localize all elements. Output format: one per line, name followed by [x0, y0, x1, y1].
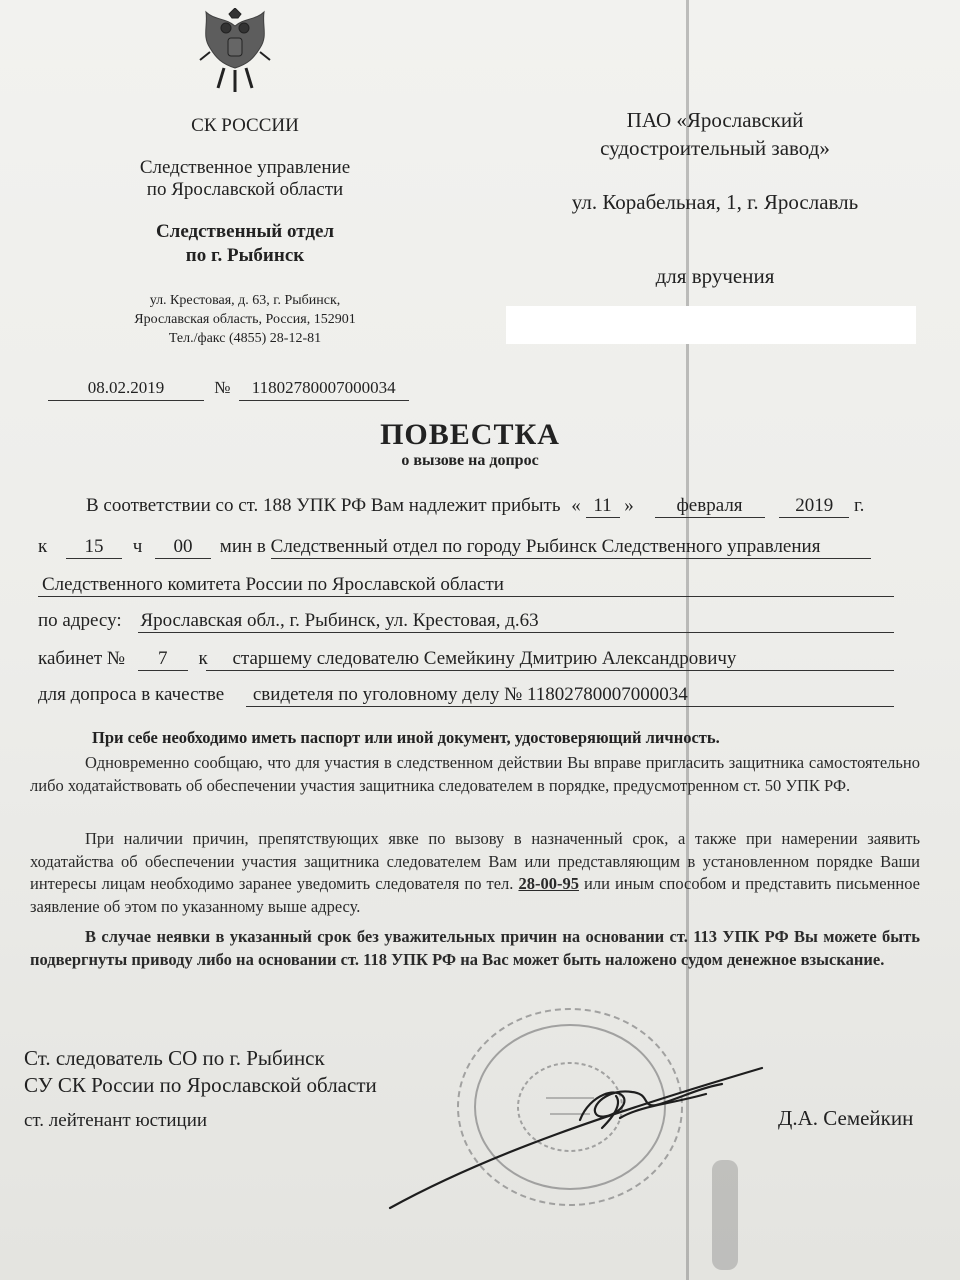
absence-notice-text-b: или иным способом и представить письменное заявление об этом по указанному выше адресу. — [30, 874, 921, 916]
document-date-and-number — [48, 378, 409, 401]
summons-place-line2: Следственного комитета России по Ярославской области — [42, 574, 504, 595]
document-title: ПОВЕСТКА — [380, 418, 560, 451]
summons-month: февраля — [655, 495, 765, 518]
address-underline — [138, 632, 894, 633]
summons-minute: 00 — [155, 536, 211, 559]
minute-label: мин в — [219, 536, 266, 557]
document-number: 11802780007000034 — [239, 378, 409, 401]
day-close-quote: » — [624, 495, 634, 516]
recipient-company-line1: ПАО «Ярославский — [626, 108, 804, 132]
document-subtitle: о вызове на допрос — [401, 452, 539, 469]
investigator-phone: 28-00-95 — [518, 874, 579, 893]
investigator-underline — [206, 670, 894, 671]
summons-place-line1: Следственный отдел по городу Рыбинск Следственного управления — [271, 536, 871, 559]
summons-address-line — [38, 610, 539, 632]
bring-documents-notice: При себе необходимо иметь паспорт или иной документ, удостоверяющий личность. — [92, 728, 720, 747]
investigator-to-label: к — [198, 648, 208, 669]
summons-room: 7 — [138, 648, 188, 671]
number-sign: № — [214, 378, 231, 397]
coat-of-arms-emblem — [196, 8, 274, 94]
warning-text: В случае неявки в указанный срок без уважительных причин на основании ст. 113 УПК РФ Вы можете быть подвергнуты приводу либо на основании ст. 118 УПК РФ на Вас может быть наложено судом денежное взыскание. — [30, 927, 920, 969]
handwritten-signature — [370, 1058, 790, 1228]
place-line2-underline — [38, 596, 894, 597]
summons-investigator: старшему следователю Семейкину Дмитрию Александровичу — [232, 648, 737, 669]
day-open-quote: « — [571, 495, 581, 516]
recipient-header — [540, 108, 890, 290]
summons-purpose: свидетеля по уголовному делу № 11802780007000034 — [252, 684, 688, 705]
document-date: 08.02.2019 — [48, 378, 204, 401]
signer-position-line2: СУ СК России по Ярославской области — [24, 1073, 377, 1097]
time-to-label: к — [38, 536, 48, 557]
summons-intro: В соответствии со ст. 188 УПК РФ Вам надлежит прибыть — [86, 495, 561, 516]
purpose-underline — [246, 706, 894, 707]
summons-year: 2019 — [779, 495, 849, 518]
summons-date-line — [86, 495, 864, 518]
summons-day: 11 — [586, 495, 620, 518]
hour-label: ч — [132, 536, 143, 557]
summons-purpose-line — [38, 684, 688, 706]
issuer-address-line2: Ярославская область, Россия, 152901 — [134, 312, 356, 327]
summons-room-line — [38, 648, 736, 671]
issuer-address-line1: ул. Крестовая, д. 63, г. Рыбинск, — [149, 293, 341, 308]
recipient-address: ул. Корабельная, 1, г. Ярославль — [571, 190, 859, 214]
delivery-label: для вручения — [655, 264, 775, 288]
signer-rank: ст. лейтенант юстиции — [24, 1110, 208, 1131]
issuer-unit-line1: Следственный отдел — [155, 221, 335, 242]
issuer-phone: Тел./факс (4855) 28-12-81 — [168, 331, 322, 346]
recipient-company-line2: судостроительный завод» — [600, 136, 830, 160]
summons-address: Ярославская обл., г. Рыбинск, ул. Крестовая, д.63 — [140, 610, 539, 631]
defense-counsel-notice — [30, 752, 920, 797]
issuer-unit-line2: по г. Рыбинск — [185, 245, 305, 266]
redacted-recipient-name — [506, 306, 916, 344]
summons-time-line — [38, 536, 871, 559]
nonappearance-warning — [30, 926, 920, 971]
signer-name: Д.А. Семейкин — [778, 1106, 914, 1130]
purpose-label: для допроса в качестве — [38, 684, 225, 705]
issuer-department-line1: Следственное управление — [139, 157, 351, 178]
issuer-department-line2: по Ярославской области — [146, 179, 344, 200]
issuer-header — [90, 115, 400, 350]
signer-position-line1: Ст. следователь СО по г. Рыбинск — [24, 1046, 325, 1070]
year-suffix: г. — [854, 495, 865, 516]
summons-hour: 15 — [66, 536, 122, 559]
absence-notice-text-a: При наличии причин, препятствующих явке по вызову в назначенный срок, а также при намерении заявить ходатайства об обеспечении участия защитника следователем Вам или представляющим в установленном порядке Ваши интересы лицам необходимо заранее уведомить следователя по тел. — [30, 829, 920, 893]
absence-notice — [30, 828, 920, 918]
room-label: кабинет № — [38, 648, 125, 669]
address-label: по адресу: — [38, 610, 122, 631]
issuer-org: СК РОССИИ — [191, 115, 299, 136]
defense-counsel-text: Одновременно сообщаю, что для участия в следственном действии Вы вправе пригласить защитника самостоятельно либо ходатайствовать об обеспечении участия защитника следователем в порядке, предусмотренном ст. 50 УПК РФ. — [30, 753, 920, 795]
